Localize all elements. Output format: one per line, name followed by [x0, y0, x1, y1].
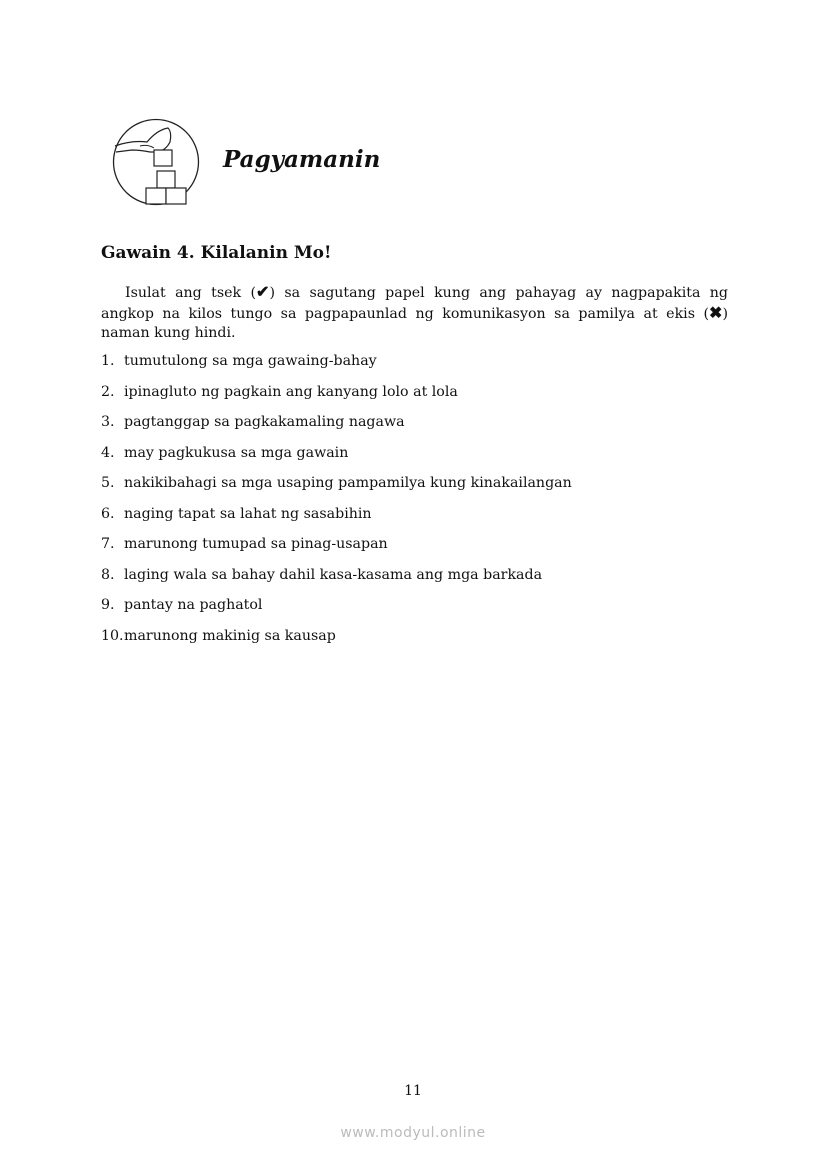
- item-text: laging wala sa bahay dahil kasa-kasama ang mga barkada: [124, 566, 543, 583]
- instructions-line: naman kung hindi.: [101, 325, 236, 341]
- text: Isulat ang tsek (: [125, 285, 257, 301]
- list-item: [101, 412, 572, 443]
- x-icon: ✖: [709, 303, 723, 322]
- instructions-line: [101, 303, 728, 324]
- item-number: 10.: [101, 627, 124, 644]
- activity-title: Gawain 4. Kilalanin Mo!: [101, 243, 332, 263]
- page-number: 11: [404, 1083, 422, 1099]
- instructions-line: [101, 282, 728, 303]
- text: ): [722, 306, 728, 322]
- item-text: ipinagluto ng pagkain ang kanyang lolo at lola: [124, 383, 458, 400]
- list-item: [101, 443, 572, 474]
- item-text: nakikibahagi sa mga usaping pampamilya kung kinakailangan: [124, 475, 572, 491]
- item-number: 3.: [101, 414, 115, 430]
- item-text: naging tapat sa lahat ng sasabihin: [124, 505, 372, 522]
- list-item: [101, 534, 572, 565]
- item-number: 7.: [101, 536, 115, 552]
- list-item: [101, 626, 572, 657]
- item-text: pantay na paghatol: [124, 597, 263, 613]
- item-number: 1.: [101, 353, 115, 369]
- text: angkop na kilos tungo sa pagpapaunlad ng komunikasyon sa pamilya at ekis (: [101, 306, 710, 322]
- item-number: 2.: [101, 383, 115, 400]
- section-title: Pagyamanin: [223, 146, 381, 173]
- item-list: [101, 351, 572, 656]
- item-number: 6.: [101, 505, 115, 522]
- text: ) sa sagutang papel kung ang pahayag ay nagpapakita ng: [269, 285, 729, 301]
- item-text: marunong tumupad sa pinag-usapan: [124, 536, 388, 552]
- watermark: www.modyul.online: [340, 1125, 486, 1141]
- list-item: [101, 382, 572, 413]
- item-number: 9.: [101, 597, 115, 613]
- item-text: pagtanggap sa pagkakamaling nagawa: [124, 414, 405, 430]
- check-icon: ✔: [256, 282, 270, 301]
- item-text: tumutulong sa mga gawaing-bahay: [124, 353, 377, 369]
- item-number: 4.: [101, 444, 115, 461]
- item-text: may pagkukusa sa mga gawain: [124, 444, 349, 461]
- list-item: [101, 504, 572, 535]
- list-item: [101, 565, 572, 596]
- list-item: [101, 473, 572, 504]
- item-number: 8.: [101, 566, 115, 583]
- list-item: [101, 351, 572, 382]
- hand-stacking-blocks-icon: [112, 118, 200, 206]
- instructions: [101, 282, 728, 343]
- item-text: marunong makinig sa kausap: [124, 627, 336, 644]
- item-number: 5.: [101, 475, 115, 491]
- list-item: [101, 595, 572, 626]
